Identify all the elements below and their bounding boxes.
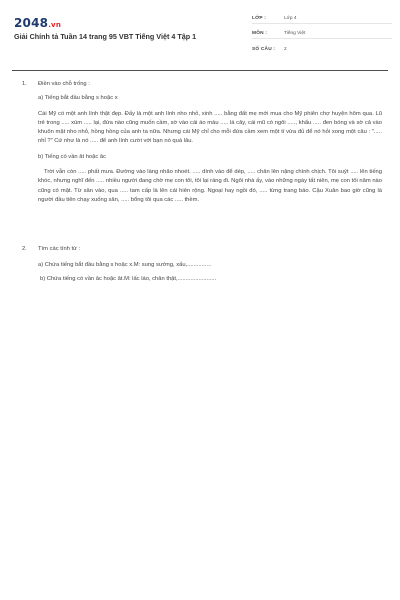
question-2b-text: b) Chứa tiếng có vần âc hoặc ât.M: lấc láo, chân thật,........................ [40, 275, 217, 282]
question-2-prompt: Tìm các tính từ : [38, 246, 81, 253]
meta-count-label: SỐ CÂU : [252, 46, 276, 52]
meta-grade-label: LỚP : [252, 16, 267, 21]
meta-subject [252, 29, 392, 39]
question-1b-label: b) Tiếng có vần ât hoặc âc [38, 153, 106, 160]
question-2a-text: a) Chứa tiếng bắt đầu bằng s hoặc x.M: sung sướng, xấu,............... [38, 261, 212, 268]
question-1-prompt: Điền vào chỗ trống : [38, 81, 90, 87]
question-1a-label: a) Tiếng bắt đầu bằng s hoặc x [38, 95, 118, 102]
meta-subject-label: MÔN : [252, 31, 268, 36]
meta-grade-value: Lớp 4 [284, 16, 297, 21]
question-2-number: 2. [22, 246, 27, 253]
question-1b-text: Trời vẫn còn ..... phất mưa. Đường vào làng nhão nhoét. ..... dính vào để dép, ..... chân lên nặng chình chịch. Tôi suýt ..... lên tiếng khóc, nhưng nghĩ đến ..... nhiều người đang chờ mẹ con tôi, tôi lại ráng đi. Ngôi nhà ấy, vào những ngày tất niên, mẹ con tôi năm nào cũng có mặt. Từ sân vào, qua ..... tam cấp là lên cái hiên rộng. Ngoại hay ngồi đó, ..... từng trang báo. Cậu Xuân bao giờ cũng là người đầu tiên chạy xuống sân, ..... bổng tôi qua các ..... thềm. [38, 169, 382, 203]
question-1-number: 1. [22, 81, 27, 87]
site-logo[interactable]: 2048.vn [14, 16, 62, 30]
question-2 [22, 245, 382, 284]
meta-count-value: 2 [284, 46, 287, 52]
header-divider [12, 70, 388, 71]
meta-question-count [252, 44, 392, 54]
question-1-heading [22, 80, 382, 89]
meta-subject-value: Tiếng Việt [284, 31, 306, 36]
question-2-heading [22, 245, 382, 254]
document-title: Giải Chính tả Tuần 14 trang 95 VBT Tiếng Việt 4 Tập 1 [14, 32, 197, 41]
meta-grade [252, 14, 392, 24]
question-1a-text: Cái Mỹ có một anh lính thật đẹp. Đấy là một anh lính nho nhỏ, xinh ..... bằng đất mẹ mới mua cho Mỹ phiên chợ huyện hôm qua. Lũ trẻ trong ..... xúm ..... lại, đứa nào cũng muốn cầm, sờ vào cái áo màu ..... lá cây, cái mũ có ngôi ....., khẩu ..... đen bóng và sờ cả vào khuôn mặt nho nhỏ, hồng hồng của anh ta nữa. Nhưng cái Mỹ chỉ cho mỗi đứa cầm xem một tí vừa đủ để nó hỏi xong một câu : "..... nhỉ ?" Cứ như là nó ..... để anh lính cười với bạn nó quá lâu. [38, 110, 382, 145]
questions-content [22, 80, 382, 284]
question-1 [22, 80, 382, 205]
